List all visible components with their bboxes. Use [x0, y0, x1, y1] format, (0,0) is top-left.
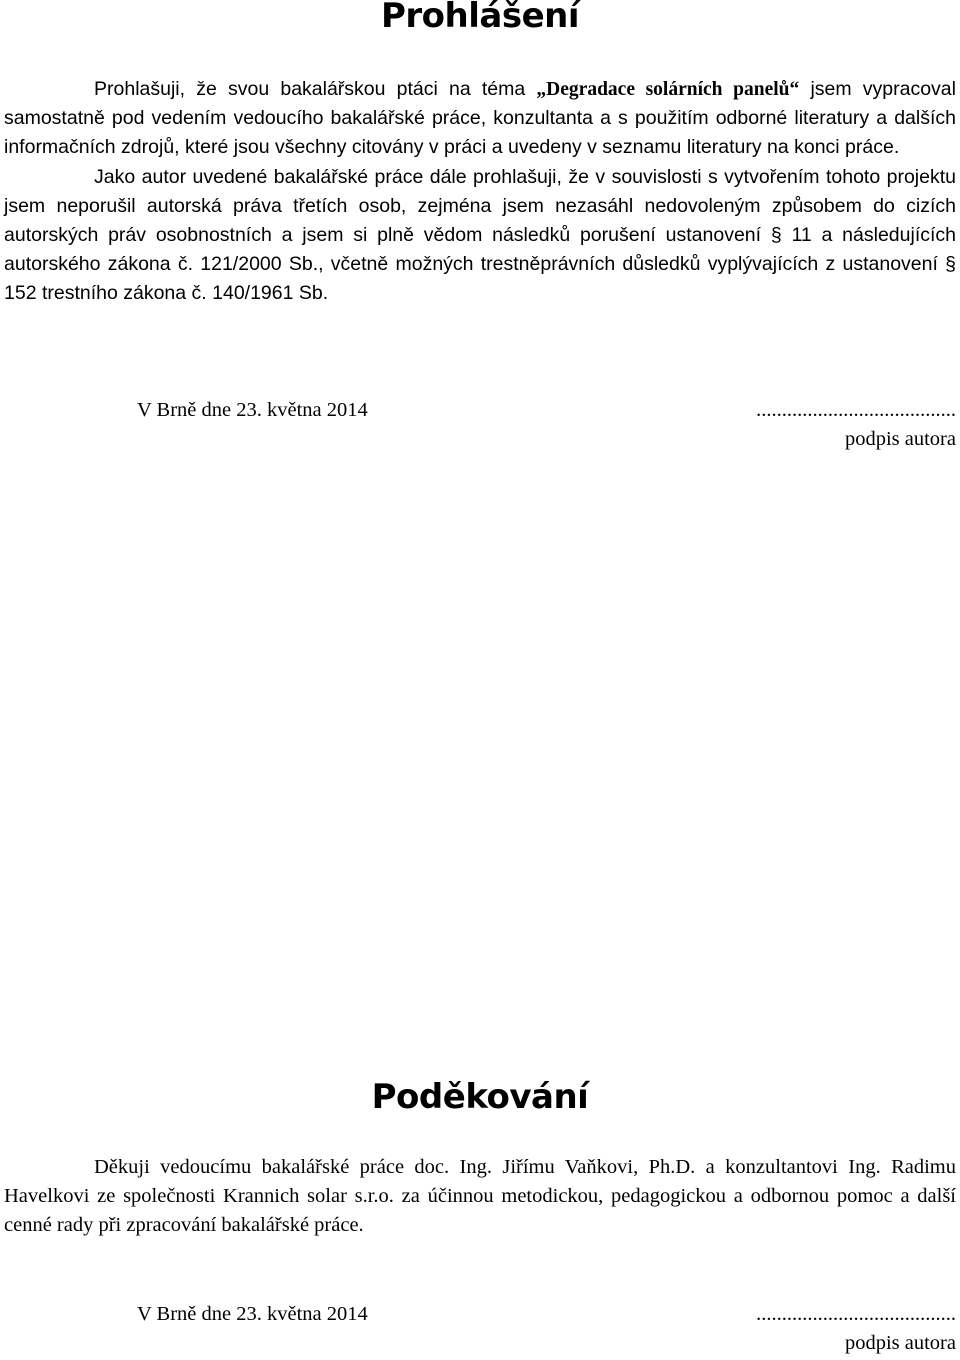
acknowledgement-paragraph: Děkuji vedoucímu bakalářské práce doc. Ing. Jiřímu Vaňkovi, Ph.D. a konzultantovi Ing. Radimu Havelkovi ze společnosti Krannich solar s.r.o. za účinnou metodickou, pedagogickou a odbornou pomoc a další cenné rady při zpracování bakalářské práce.	[4, 1156, 956, 1237]
acknowledgement-title: Poděkování	[371, 1077, 589, 1117]
declaration-body	[4, 75, 956, 309]
declaration-signature-label: podpis autora	[844, 428, 956, 450]
declaration-signature-line: .......................................	[756, 399, 956, 421]
acknowledgement-signature-block	[0, 1300, 960, 1360]
declaration-text-a: Prohlašuji, že svou bakalářskou ptáci na téma	[94, 78, 537, 100]
acknowledgement-place-date: V Brně dne 23. května 2014	[137, 1303, 368, 1325]
declaration-signature-block	[0, 396, 960, 456]
acknowledgement-signature-line: .......................................	[756, 1303, 956, 1325]
declaration-text-b: jsem vypracoval samostatně pod vedením vedoucího bakalářské práce, konzultanta a s použitím odborné literatury a dalších informačních zdrojů, které jsou všechny citovány v práci a uvedeny v seznamu literatury na konci práce.	[4, 78, 956, 159]
declaration-place-date: V Brně dne 23. května 2014	[137, 399, 368, 421]
acknowledgement-signature-label: podpis autora	[844, 1332, 956, 1354]
declaration-paragraph-1	[4, 75, 956, 163]
acknowledgement-body	[4, 1153, 956, 1241]
thesis-title: „Degradace solárních panelů“	[536, 79, 800, 100]
declaration-paragraph-2: Jako autor uvedené bakalářské práce dále prohlašuji, že v souvislosti s vytvořením tohoto projektu jsem neporušil autorská práva třetích osob, zejména jsem nezasáhl nedovoleným způsobem do cizích autorských práv osobnostních a jsem si plně vědom následků porušení ustanovení § 11 a následujících autorského zákona č. 121/2000 Sb., včetně možných trestněprávních důsledků vyplývajících z ustanovení § 152 trestního zákona č. 140/1961 Sb.	[4, 165, 956, 305]
declaration-title: Prohlášení	[380, 0, 579, 36]
